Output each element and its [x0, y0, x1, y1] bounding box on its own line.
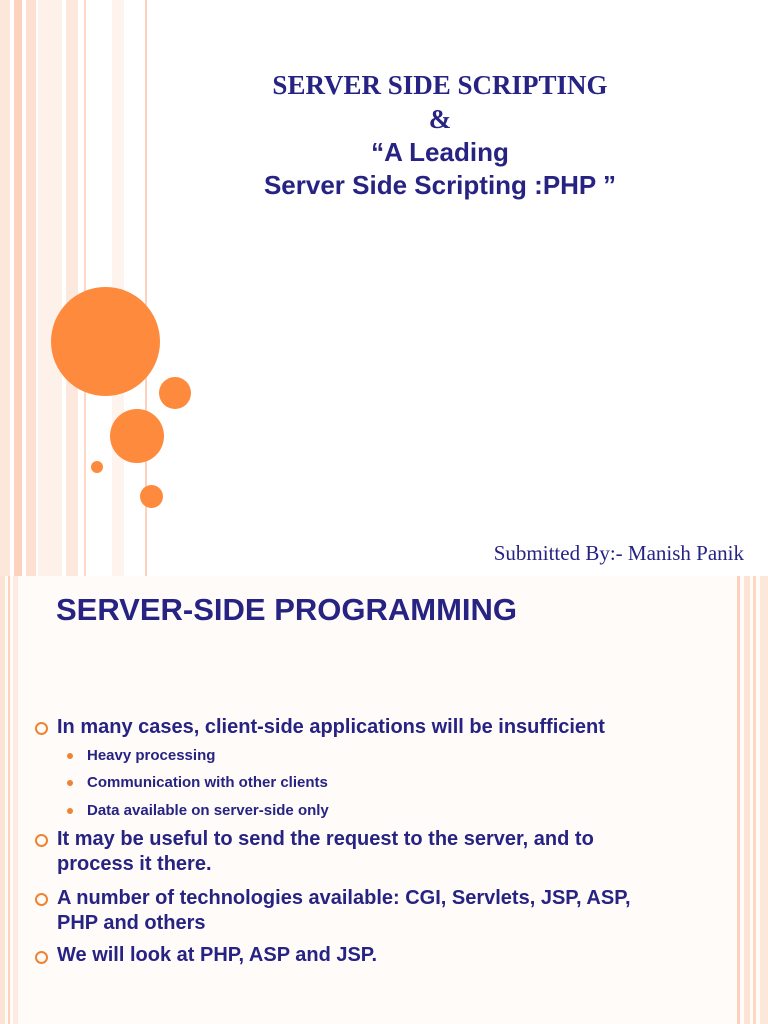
bullet-ring-icon: [35, 893, 48, 906]
sub-bullet-dot-icon: [67, 808, 73, 814]
sub-bullet-dot-icon: [67, 753, 73, 759]
decorative-stripe: [84, 0, 86, 576]
decorative-stripe: [0, 0, 10, 576]
decorative-stripe: [737, 576, 740, 1024]
tiny-circle: [91, 461, 103, 473]
submitted-by: Submitted By:- Manish Panik: [493, 541, 744, 565]
decorative-stripe: [26, 0, 36, 576]
title-line-1: SERVER SIDE SCRIPTING: [272, 70, 608, 100]
bullet-ring-icon: [35, 722, 48, 735]
decorative-stripe: [38, 0, 62, 576]
decorative-stripe: [0, 576, 5, 1024]
bullet-ring-icon: [35, 951, 48, 964]
title-line-4: Server Side Scripting :PHP ”: [263, 170, 617, 200]
title-line-2: &: [428, 104, 452, 134]
bullet-text: It may be useful to send the request to the server, and to process it there.: [57, 828, 594, 875]
sub-bullet-text: Heavy processing: [87, 747, 216, 764]
large-circle: [51, 287, 160, 396]
slide-title: SERVER-SIDE PROGRAMMING: [56, 592, 518, 627]
title-line-3: “A Leading: [371, 137, 509, 167]
decorative-stripe: [66, 0, 78, 576]
small-circle: [140, 485, 163, 508]
sub-bullet-text: Communication with other clients: [87, 774, 328, 791]
decorative-stripe: [14, 0, 22, 576]
bullet-text: In many cases, client-side applications will be insufficient: [57, 716, 605, 738]
decorative-stripe: [13, 576, 18, 1024]
decorative-stripe: [8, 576, 10, 1024]
sub-bullet-dot-icon: [67, 780, 73, 786]
bullet-ring-icon: [35, 834, 48, 847]
small-circle: [159, 377, 191, 409]
decorative-stripe: [753, 576, 756, 1024]
bullet-text: We will look at PHP, ASP and JSP.: [57, 944, 378, 966]
decorative-stripe: [744, 576, 750, 1024]
decorative-stripe: [760, 576, 768, 1024]
medium-circle: [110, 409, 164, 463]
bullet-text: A number of technologies available: CGI, Servlets, JSP, ASP, PHP and others: [57, 887, 631, 934]
sub-bullet-text: Data available on server-side only: [87, 802, 329, 819]
